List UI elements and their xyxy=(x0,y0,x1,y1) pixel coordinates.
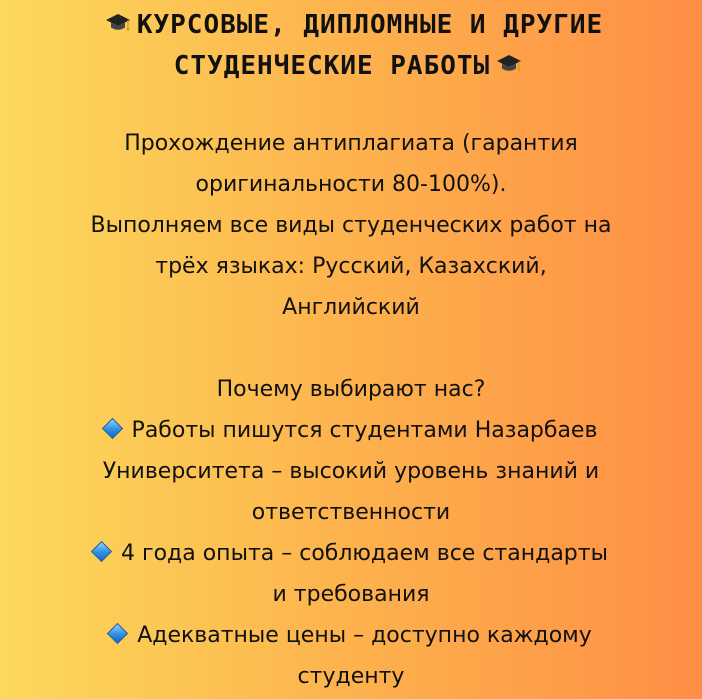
benefit-item xyxy=(0,534,702,574)
benefit-text: 4 года опыта – соблюдаем все стандарты xyxy=(121,541,608,566)
benefit-item xyxy=(0,616,702,656)
blue-diamond-icon xyxy=(91,540,112,561)
graduation-cap-icon xyxy=(496,54,522,74)
intro-line: оригинальности 80-100%). xyxy=(195,172,507,197)
intro-line: Выполняем все виды студенческих работ на xyxy=(90,213,612,238)
intro-line: Прохождение антиплагиата (гарантия xyxy=(124,131,578,156)
blue-diamond-icon xyxy=(101,417,122,438)
benefit-text: Работы пишутся студентами Назарбаев xyxy=(131,418,598,443)
intro-line: трёх языках: Русский, Казахский, xyxy=(155,254,547,279)
blue-diamond-icon xyxy=(107,622,128,643)
title-text-2: СТУДЕНЧЕСКИЕ РАБОТЫ xyxy=(173,51,491,81)
benefit-line: студенту xyxy=(297,664,405,689)
benefit-line: и требования xyxy=(272,582,430,607)
benefit-item xyxy=(0,411,702,451)
intro-line: Английский xyxy=(282,295,420,320)
why-heading: Почему выбирают нас? xyxy=(216,377,486,402)
graduation-cap-icon xyxy=(105,13,131,33)
benefit-text: Адекватные цены – доступно каждому xyxy=(137,623,592,648)
benefit-line: ответственности xyxy=(251,500,451,525)
title-line-2 xyxy=(0,44,702,88)
title-text-1: КУРСОВЫЕ, ДИПЛОМНЫЕ И ДРУГИЕ xyxy=(136,10,604,40)
benefit-line: Университета – высокий уровень знаний и xyxy=(102,459,600,484)
title-line-1 xyxy=(0,3,702,47)
